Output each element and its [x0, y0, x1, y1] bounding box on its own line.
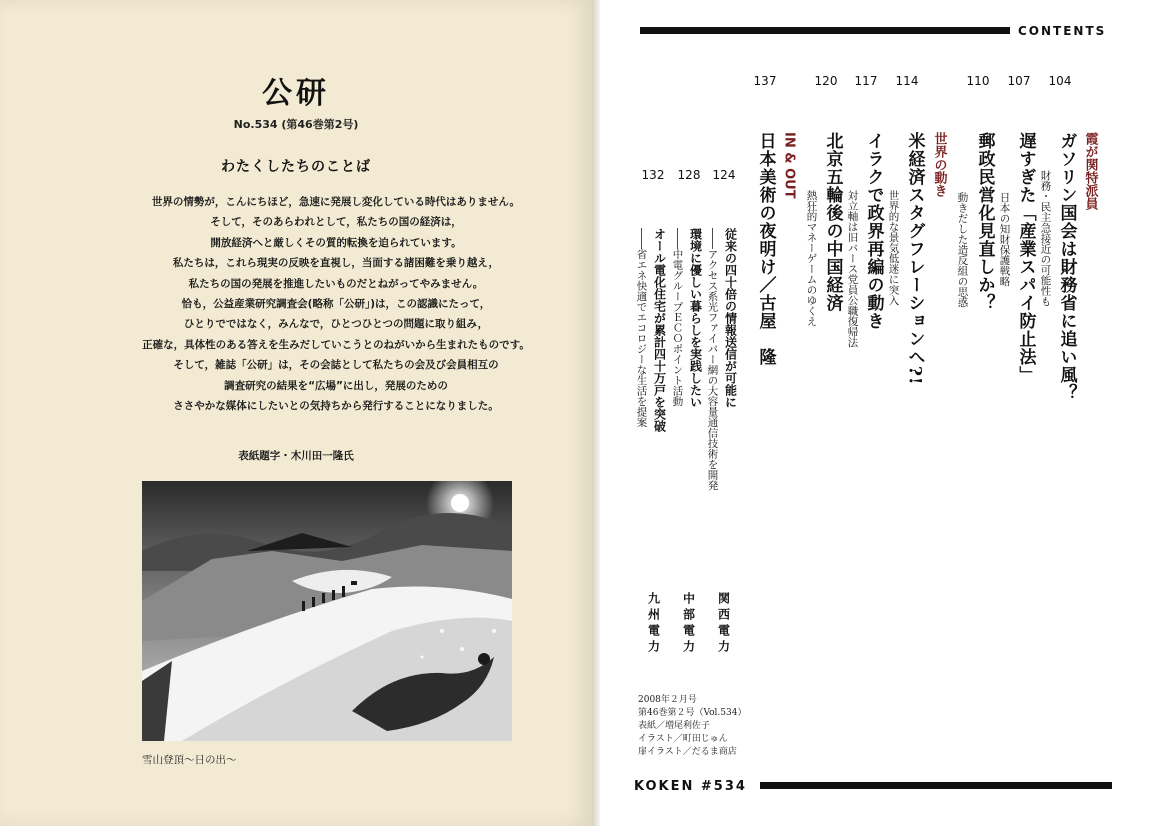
article-title[interactable]: 遅すぎた「産業スパイ防止法」	[1015, 132, 1036, 384]
creed-line: 正確な，具体性のある答えを生みだしていこうとのねがいから生まれたものです。	[142, 338, 530, 351]
footer-label: KOKEN #534	[634, 779, 747, 794]
creed-text	[140, 192, 532, 416]
colophon	[638, 694, 746, 759]
article-subtitle: ――アクセス系光ファイバー網の大容量通信技術を開発	[706, 228, 719, 491]
article-title[interactable]: 従来の四十倍の情報送信が可能に	[723, 228, 738, 408]
illustration-caption: 雪山登頂～日の出～	[142, 754, 237, 766]
header-rule	[640, 27, 1010, 34]
article-title[interactable]: イラクで政界再編の動き	[863, 132, 884, 330]
page-number: 120	[814, 74, 838, 88]
company-name: 九州電力	[646, 592, 661, 656]
colophon-line: 2008年２月号	[638, 695, 697, 705]
page-gutter	[592, 0, 600, 826]
article-subtitle: ――中電グループＥＣＯポイント活動	[671, 228, 684, 407]
colophon-line: 扉イラスト／だるま商店	[638, 747, 737, 757]
article-title[interactable]: 日本美術の夜明け／古屋 隆	[755, 132, 776, 366]
article-title[interactable]: 北京五輪後の中国経済	[822, 132, 843, 312]
cover-credit: 表紙題字・木川田一隆氏	[238, 450, 354, 462]
mountain-illustration	[142, 481, 512, 741]
article-subtitle: ――省エネ快適でエコロジーな生活を提案	[635, 228, 648, 428]
article-title[interactable]: 環境に優しい暮らしを実践したい	[688, 228, 703, 408]
article-title[interactable]: 郵政民営化見直しか？	[974, 132, 995, 312]
creed-heading: わたくしたちのことば	[221, 159, 371, 175]
section-heading-world: 世界の動き	[931, 132, 947, 197]
article-subtitle: 動きだした造反組の思惑	[956, 192, 969, 308]
article-subtitle: 対立軸は旧バース党員公職復帰法	[846, 190, 859, 348]
company-name: 関西電力	[716, 592, 731, 656]
page-number: 132	[641, 168, 665, 182]
colophon-line: 第46巻第２号（Vol.534）	[638, 708, 747, 718]
creed-line: そして，雑誌「公研」は，その会誌として私たちの会及び会員相互の	[173, 359, 499, 372]
creed-line: ひとりでではなく，みんなで，ひとつひとつの問題に取り組み，	[183, 318, 489, 331]
creed-line: そして，そのあらわれとして，私たちの国の経済は，	[210, 216, 462, 229]
issue-number: No.534 (第46巻第2号)	[233, 118, 359, 131]
company-name: 中部電力	[681, 592, 696, 656]
page-number: 114	[895, 74, 919, 88]
creed-line: 開放経済へと厳しくその質的転換を迫られています。	[210, 236, 462, 249]
page-number: 110	[966, 74, 990, 88]
page-number: 128	[677, 168, 701, 182]
page-number: 137	[753, 74, 777, 88]
page-number: 117	[854, 74, 878, 88]
article-subtitle: 熱狂的マネーゲームのゆくえ	[805, 190, 818, 327]
article-title[interactable]: オール電化住宅が累計四十万戸を突破	[652, 228, 667, 432]
page-number: 104	[1048, 74, 1072, 88]
creed-line: ささやかな媒体にしたいとの気持ちから発行することになりました。	[173, 400, 499, 413]
page-number: 124	[712, 168, 736, 182]
creed-line: 世界の情勢が，こんにちほど，急速に発展し変化している時代はありません。	[151, 196, 521, 208]
footer-rule	[760, 782, 1112, 789]
creed-line: 恰も，公益産業研究調査会(略称「公研」)は，この認識にたって，	[181, 298, 491, 311]
page-number: 107	[1007, 74, 1031, 88]
masthead-title: 公研	[262, 76, 330, 111]
creed-line: 私たちの国の発展を推進したいものだとねがってやみません。	[188, 277, 484, 290]
creed-line: 私たちは，これら現実の反映を直視し，当面する諸困難を乗り越え，	[172, 257, 500, 270]
article-subtitle: 世界的な景気低迷に突入	[887, 190, 900, 306]
creed-line: 調査研究の結果を“広場”に出し，発展のための	[224, 379, 448, 392]
section-heading-kasumigaseki: 霞が関特派員	[1082, 132, 1098, 210]
article-subtitle: 日本の知財保護戦略	[998, 192, 1011, 287]
article-subtitle: 財務・民主急接近の可能性も	[1039, 170, 1052, 307]
colophon-line: 表紙／増尾利佐子	[638, 721, 711, 731]
section-heading-in-out: IN & OUT	[781, 132, 797, 199]
article-title[interactable]: ガソリン国会は財務省に追い風？	[1056, 132, 1077, 402]
colophon-line: イラスト／町田じゅん	[638, 734, 728, 744]
article-title[interactable]: 米経済スタグフレーションへ?!	[904, 132, 925, 386]
contents-label: CONTENTS	[1018, 24, 1107, 38]
